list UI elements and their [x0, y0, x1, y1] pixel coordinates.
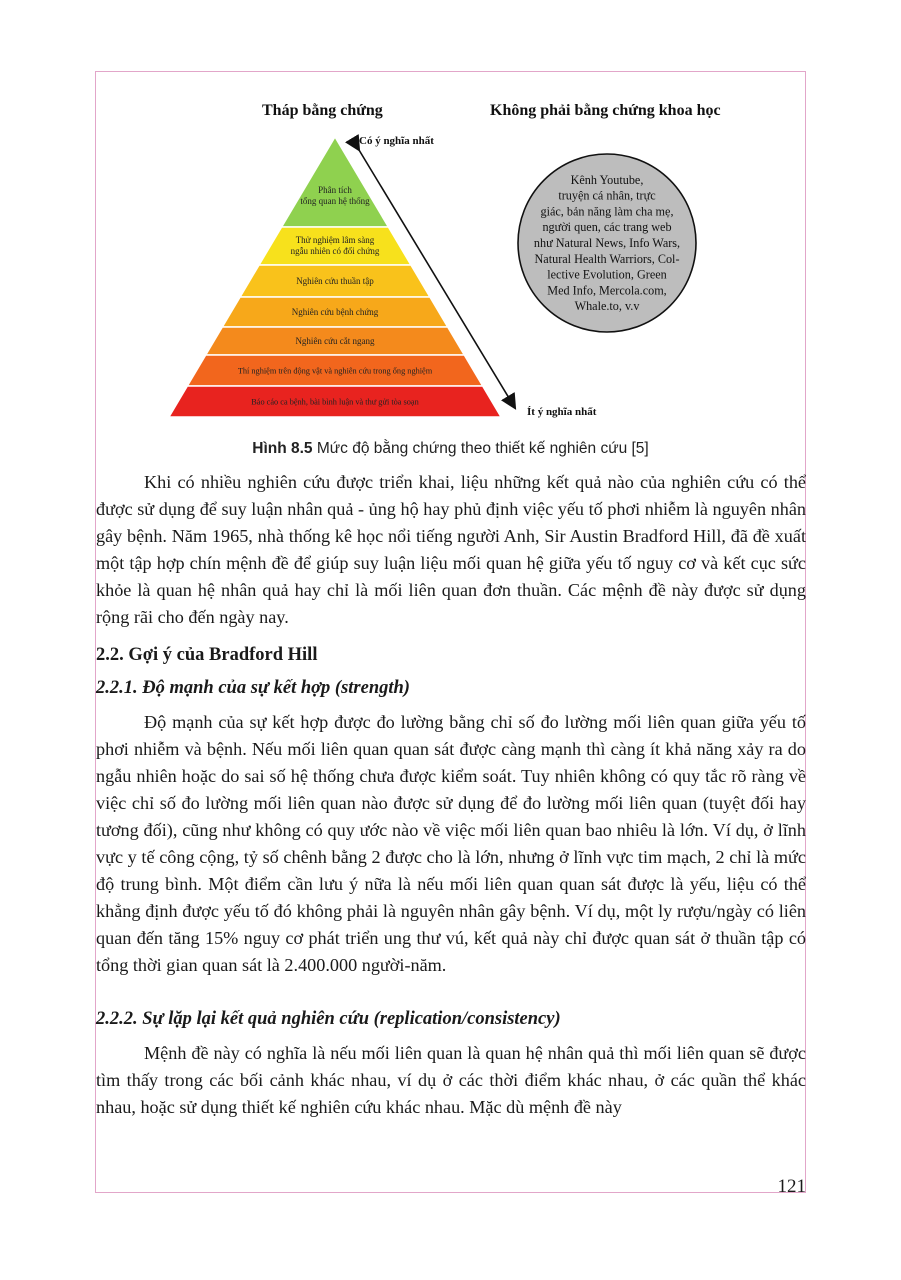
non-evidence-line-6: Natural Health Warriors, Col- — [534, 251, 680, 266]
least-significant-label: Ít ý nghĩa nhất — [527, 406, 597, 418]
pyramid-level-7-label: Báo cáo ca bệnh, bài bình luận và thư gửi tòa soạn — [251, 397, 419, 407]
pyramid-level-4-label: Nghiên cứu bệnh chứng — [291, 307, 379, 317]
most-significant-label: Có ý nghĩa nhất — [359, 135, 434, 147]
non-evidence-line-7: lective Evolution, Green — [547, 267, 667, 282]
heading-bradford-hill: 2.2. Gợi ý của Bradford Hill — [96, 645, 318, 665]
pyramid-title: Tháp bằng chứng — [262, 102, 383, 119]
evidence-pyramid-figure — [163, 95, 743, 425]
non-evidence-line-2: truyện cá nhân, trực — [558, 188, 656, 203]
heading-consistency: 2.2.2. Sự lặp lại kết quả nghiên cứu (replication/consistency) — [96, 1009, 561, 1029]
page-number: 121 — [777, 1176, 806, 1197]
non-evidence-line-8: Med Info, Mercola.com, — [547, 283, 667, 298]
figure-caption — [95, 440, 806, 458]
pyramid-level-1 — [282, 137, 389, 227]
non-evidence-line-1: Kênh Youtube, — [570, 172, 644, 187]
pyramid-level-6-label: Thí nghiệm trên động vật và nghiên cứu trong ống nghiệm — [237, 366, 433, 376]
pyramid-level-3-label: Nghiên cứu thuần tập — [296, 276, 374, 286]
figure-svg — [163, 95, 743, 425]
caption-label: Hình 8.5 — [252, 440, 313, 457]
paragraph-consistency: Mệnh đề này có nghĩa là nếu mối liên quan là quan hệ nhân quả thì mối liên quan sẽ được tìm thấy trong các bối cảnh khác nhau, ví dụ ở các thời điểm khác nhau, ở các quần thể khác nhau, hoặc sử dụng thiết kế nghiên cứu khác nhau. Mặc dù mệnh đề này — [96, 1043, 806, 1117]
non-evidence-line-5: như Natural News, Info Wars, — [533, 236, 681, 250]
pyramid-level-2-label-2: ngẫu nhiên có đối chứng — [290, 246, 380, 256]
pyramid — [169, 137, 501, 417]
caption-text: Mức độ bằng chứng theo thiết kế nghiên cứu [5] — [312, 440, 649, 457]
non-evidence-line-4: người quen, các trang web — [542, 220, 672, 235]
pyramid-level-1-label-2: tổng quan hệ thống — [300, 196, 370, 206]
heading-strength: 2.2.1. Độ mạnh của sự kết hợp (strength) — [96, 678, 410, 698]
pyramid-level-5-label: Nghiên cứu cắt ngang — [295, 336, 375, 346]
paragraph-strength: Độ mạnh của sự kết hợp được đo lường bằng chỉ số đo lường mối liên quan giữa yếu tố phơi nhiễm và bệnh. Nếu mối liên quan quan sát được càng mạnh thì càng ít khả năng xảy ra do ngẫu nhiên hoặc do sai số hệ thống chưa được kiểm soát. Tuy nhiên không có quy tắc rõ ràng về việc chỉ số đo lường mối liên quan nào được sử dụng để đo lường mối liên quan (tuyệt đối hay tương đối), cũng như không có quy ước nào về việc mối liên quan bao nhiêu là lớn. Ví dụ, ở lĩnh vực y tế công cộng, tỷ số chênh bằng 2 được cho là lớn, nhưng ở lĩnh vực tim mạch, 2 chỉ là mức độ trung bình. Một điểm cần lưu ý nữa là nếu mối liên quan quan sát được là yếu, liệu có thể khẳng định được yếu tố đó không phải là nguyên nhân gây bệnh. Ví dụ, một ly rượu/ngày có liên quan đến tăng 15% nguy cơ phát triển ung thư vú, kết quả này chỉ được quan sát ở thuần tập có tổng thời gian quan sát là 2.400.000 người-năm. — [96, 712, 806, 975]
paragraph-intro: Khi có nhiều nghiên cứu được triển khai, liệu những kết quả nào của nghiên cứu có thể được sử dụng để suy luận nhân quả - ủng hộ hay phủ định việc yếu tố phơi nhiễm là nguyên nhân gây bệnh. Năm 1965, nhà thống kê học nổi tiếng người Anh, Sir Austin Bradford Hill, đã đề xuất một tập hợp chín mệnh đề để giúp suy luận liệu mối quan hệ giữa yếu tố nguy cơ và kết cục sức khỏe là quan hệ nhân quả hay chỉ là mối liên quan đơn thuần. Các mệnh đề này được sử dụng rộng rãi cho đến ngày nay. — [96, 472, 806, 627]
pyramid-level-1-label-1: Phân tích — [318, 185, 352, 195]
pyramid-level-2-label-1: Thử nghiệm lâm sàng — [295, 235, 375, 245]
non-evidence-line-9: Whale.to, v.v — [574, 299, 640, 314]
non-evidence-line-3: giác, bản năng làm cha mẹ, — [540, 204, 674, 219]
non-evidence-title: Không phải bằng chứng khoa học — [490, 102, 721, 119]
